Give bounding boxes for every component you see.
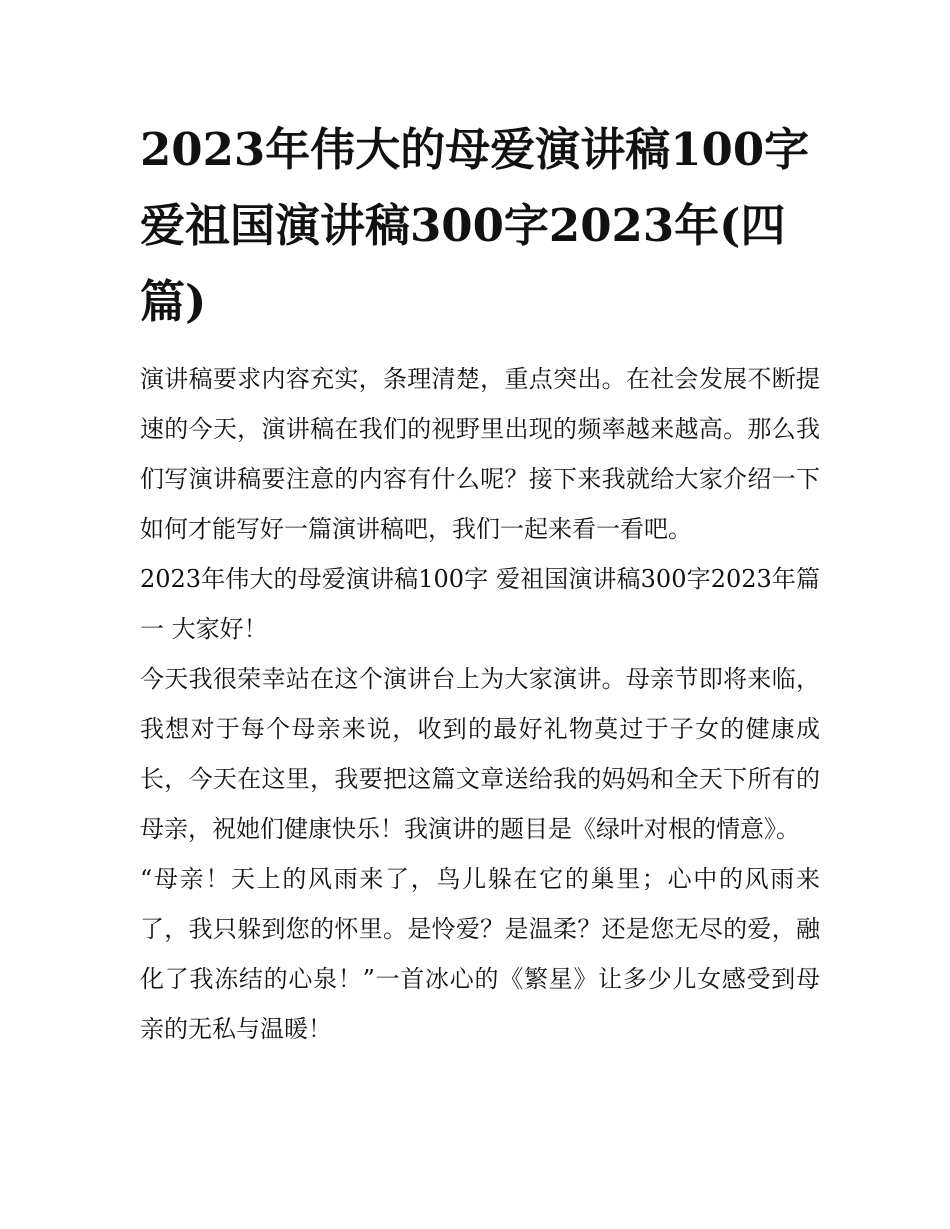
paragraph-poem-quote: “母亲！天上的风雨来了，鸟儿躲在它的巢里；心中的风雨来了，我只躲到您的怀里。是怜爱？是温柔？还是您无尽的爱，融化了我冻结的心泉！”一首冰心的《繁星》让多少儿女感受到母亲的无私与温暖！ (140, 865, 820, 1043)
document-body (140, 354, 820, 1054)
paragraph-heading-greeting: 2023年伟大的母爱演讲稿100字 爱祖国演讲稿300字2023年篇一 大家好！ (140, 565, 820, 643)
paragraph-speech-opening: 今天我很荣幸站在这个演讲台上为大家演讲。母亲节即将来临，我想对于每个母亲来说，收到的最好礼物莫过于子女的健康成长，今天在这里，我要把这篇文章送给我的妈妈和全天下所有的母亲，祝她们健康快乐！我演讲的题目是《绿叶对根的情意》。 (140, 665, 820, 843)
document-title: 2023年伟大的母爱演讲稿100字 爱祖国演讲稿300字2023年(四篇) (140, 123, 810, 328)
paragraph-intro: 演讲稿要求内容充实，条理清楚，重点突出。在社会发展不断提速的今天，演讲稿在我们的视野里出现的频率越来越高。那么我们写演讲稿要注意的内容有什么呢？接下来我就给大家介绍一下如何才能写好一篇演讲稿吧，我们一起来看一看吧。 (140, 365, 820, 543)
document-page (140, 112, 820, 1054)
